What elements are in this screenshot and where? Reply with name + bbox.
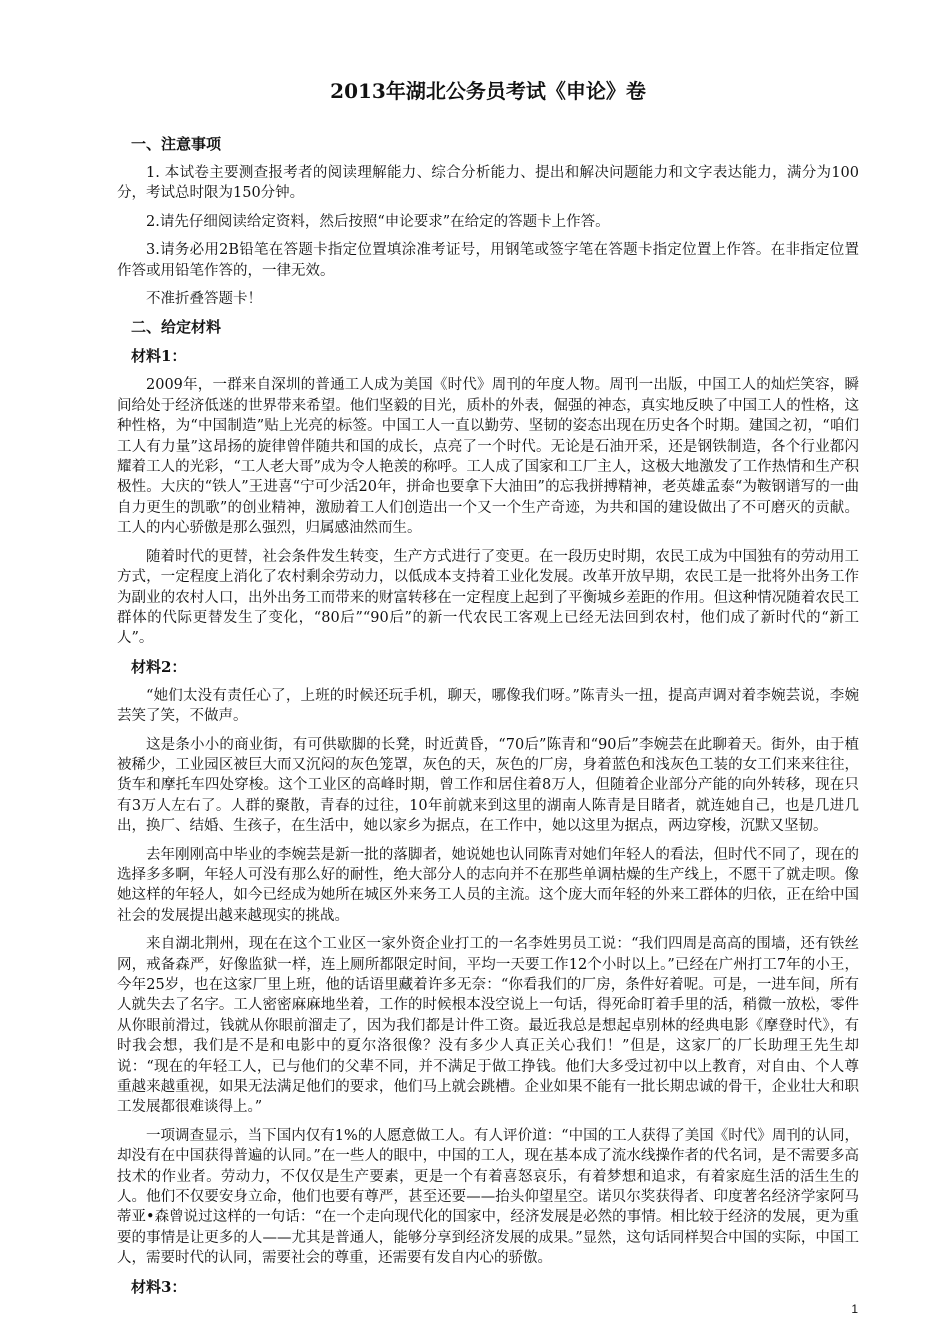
material-1-paragraph-2: 随着时代的更替，社会条件发生转变，生产方式进行了变更。在一段历史时期，农民工成为中国独有的劳动用工方式，一定程度上消化了农村剩余劳动力，以低成本支持着工业化发展。改革开放早期，农民工是一批将外出务工作为副业的农村人口，出外出务工而带来的财富转移在一定程度上起到了平衡城乡差距的作用。但这种情况随着农民工群体的代际更替发生了变化，“80后”“90后”的新一代农民工客观上已经无法回到农村，他们成了新时代的“新工人”。 [117, 548, 859, 647]
notice-item-1: 1. 本试卷主要测查报考者的阅读理解能力、综合分析能力、提出和解决问题能力和文字表达能力，满分为100分，考试总时限为150分钟。 [117, 165, 859, 202]
material-2-paragraph-5: 一项调查显示，当下国内仅有1%的人愿意做工人。有人评价道：“中国的工人获得了美国《时代》周刊的认同，却没有在中国获得普遍的认同。”在一些人的眼中，中国的工人，现在基本成了流水线操作者的代名词，是不需要多高技术的作业者。劳动力，不仅仅是生产要素，更是一个有着喜怒哀乐，有着梦想和追求，有着家庭生活的活生生的人。他们不仅要安身立命，他们也要有尊严，甚至还要——抬头仰望星空。诺贝尔奖获得者、印度著名经济学家阿马蒂亚•森曾说过这样的一句话：“在一个走向现代化的国家中，经济发展是必然的事情。相比较于经济的发展，更为重要的事情是让更多的人——尤其是普通人，能够分享到经济发展的成果。”显然，这句话同样契合中国的实际，中国工人，需要时代的认同，需要社会的尊重，还需要有发自内心的骄傲。 [117, 1127, 859, 1267]
notice-item-3: 3.请务必用2B铅笔在答题卡指定位置填涂准考证号，用钢笔或签字笔在答题卡指定位置上作答。在非指定位置作答或用铅笔作答的，一律无效。 [117, 242, 859, 279]
material-2-paragraph-3: 去年刚刚高中毕业的李婉芸是新一批的落脚者，她说她也认同陈青对她们年轻人的看法，但时代不同了，现在的选择多多啊，年轻人可没有那么好的耐性，绝大部分人的志向并不在那些单调枯燥的生产线上，不愿干了就走呗。像她这样的年轻人，如今已经成为她所在城区外来务工人员的主流。这个庞大而年轻的外来工群体的归依，正在给中国社会的发展提出越来越现实的挑战。 [117, 846, 859, 924]
notice-item-4: 不准折叠答题卡！ [146, 291, 262, 308]
material-2-paragraph-1: “她们太没有责任心了，上班的时候还玩手机，聊天，哪像我们呀。”陈青头一扭，提高声调对着李婉芸说，李婉芸笑了笑，不做声。 [117, 687, 859, 725]
notice-item-2: 2.请先仔细阅读给定资料，然后按照“申论要求”在给定的答题卡上作答。 [146, 213, 610, 230]
material-2-heading: 材料2： [131, 657, 187, 676]
materials-heading: 二、给定材料 [131, 318, 222, 337]
document-page [117, 78, 859, 1306]
notice-heading: 一、注意事项 [131, 135, 222, 153]
material-3-heading: 材料3： [131, 1277, 187, 1296]
page-title: 2013年湖北公务员考试《申论》卷 [330, 79, 646, 103]
material-2-paragraph-4: 来自湖北荆州，现在在这个工业区一家外资企业打工的一名李姓男员工说：“我们四周是高高的围墙，还有铁丝网，戒备森严，好像监狱一样，连上厕所都限定时间，平均一天要工作12个小时以上。”已经在广州打工7年的小王，今年25岁，也在这家厂里上班，他的话语里藏着许多无奈：“你看我们的厂房，条件好着呢。可是，一进车间，所有人就失去了名字。工人密密麻麻地坐着，工作的时候根本没空说上一句话，得死命盯着手里的活，稍微一放松，零件从你眼前滑过，钱就从你眼前溜走了，因为我们都是计件工资。最近我总是想起卓别林的经典电影《摩登时代》，有时我会想，我们是不是和电影中的夏尔洛很像？没有多少人真正关心我们！”但是，这家厂的厂长助理王先生却说：“现在的年轻工人，已与他们的父辈不同，并不满足于做工挣钱。他们大多受过初中以上教育，对自由、个人尊重越来越重视，如果无法满足他们的要求，他们马上就会跳槽。企业如果不能有一批长期忠诚的骨干，企业壮大和职工发展都很难谈得上。” [117, 936, 859, 1116]
page-number: 1 [851, 1302, 858, 1316]
material-1-heading: 材料1： [131, 347, 187, 366]
material-2-paragraph-2: 这是条小小的商业街，有可供歇脚的长凳，时近黄昏，“70后”陈青和“90后”李婉芸在此聊着天。街外，由于植被稀少，工业园区被巨大而又沉闷的灰色笼罩，灰色的天，灰色的厂房，身着蓝色和浅灰色工装的女工们来来往往，货车和摩托车四处穿梭。这个工业区的高峰时期，曾工作和居住着8万人，但随着企业部分产能的向外转移，现在只有3万人左右了。人群的聚散，青春的过往，10年前就来到这里的湖南人陈青是目睹者，就连她自己，也是几进几出，换厂、结婚、生孩子，在生活中，她以家乡为据点，在工作中，她以这里为据点，两边穿梭，沉默又坚韧。 [117, 736, 859, 835]
material-1-paragraph-1: 2009年，一群来自深圳的普通工人成为美国《时代》周刊的年度人物。周刊一出版，中国工人的灿烂笑容，瞬间给处于经济低迷的世界带来希望。他们坚毅的目光，质朴的外表，倔强的神态，真实地反映了中国工人的性格，这种性格，为“中国制造”贴上光亮的标签。中国工人一直以勤劳、坚韧的姿态出现在历史各个时期。建国之初，“咱们工人有力量”这昂扬的旋律曾伴随共和国的成长，点亮了一个时代。无论是石油开采，还是钢铁制造，各个行业都闪耀着工人的光彩，“工人老大哥”成为令人艳羡的称呼。工人成了国家和工厂主人，这极大地激发了工作热情和生产积极性。大庆的“铁人”王进喜“宁可少活20年，拼命也要拿下大油田”的忘我拼搏精神，老英雄孟泰“为鞍钢谱写的一曲自力更生的凯歌”的创业精神，激励着工人们创造出一个又一个生产奇迹，为共和国的建设做出了不可磨灭的贡献。工人的内心骄傲是那么强烈，归属感油然而生。 [117, 377, 859, 537]
